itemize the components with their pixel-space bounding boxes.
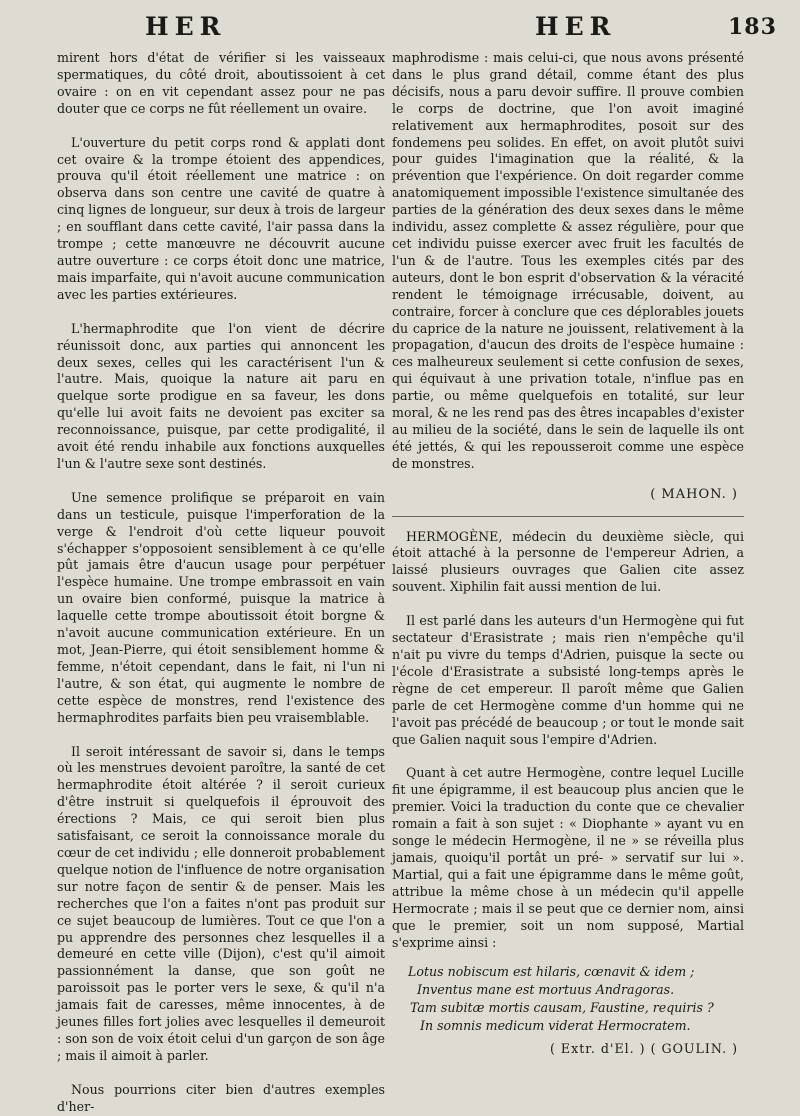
paragraph: L'hermaphrodite que l'on vient de décrire réunissoit donc, aux parties qui annoncent les deux sexes, celles qui les caractérisent l'un & l'autre. Mais, quoique la nature ait paru en quelque sorte prodigue en sa faveur, les dons qu'elle lui avoit faits ne devoient pas exciter sa reconnoissance, puisque, par cette prodigalité, il avoit été rendu inhabile aux fonctions auxquelles l'un & l'autre sexe sont destinés. — [57, 320, 385, 471]
paragraph: mirent hors d'état de vérifier si les vaisseaux spermatiques, du côté droit, aboutissoient à cet ovaire : on en vit cependant assez pour ne pas douter que ce corps ne fût réellement un ovaire. — [57, 50, 385, 116]
paragraph: Quant à cet autre Hermogène, contre lequel Lucille fit une épigramme, il est beaucoup plus ancien que le premier. Voici la traduction du conte que ce chevalier romain a fait à son sujet : « Diophante » ayant vu en songe le médecin Hermogène, il ne » se réveilla plus jamais, quoiqu'il portât un pré- » servatif sur lui ». Martial, qui a fait une épigramme dans le même goût, attribue la même chose à un médecin qu'il appelle Hermocrate ; mais il se peut que ce dernier nom, ainsi que le premier, soit un nom supposé, Martial s'exprime ainsi : — [392, 765, 744, 950]
verse-line: Lotus nobiscum est hilaris, cœnavit & idem ; — [408, 964, 695, 980]
paragraph: Il est parlé dans les auteurs d'un Hermogène qui fut sectateur d'Erasistrate ; mais rien n'empêche qu'il n'ait pu vivre du temps d'Adrien, puisque la secte ou l'école d'Erasistrate a subsisté long-temps après le règne de cet empereur. Il paroît même que Galien parle de cet Hermogène comme d'un homme qui ne l'avoit pas précédé de beaucoup ; or tout le monde sait que Galien naquit sous l'empire d'Adrien. — [392, 613, 744, 747]
paragraph: maphrodisme : mais celui-ci, que nous avons présenté dans le plus grand détail, comme étant des plus décisifs, nous a paru devoir suffire. Il prouve combien le corps de doctrine, que l'on avoit imaginé relativement aux hermaphrodites, posoit sur des fondemens peu solides. En effet, on avoit plutôt suivi pour guides l'imagination que la réalité, & la prévention que l'expérience. On doit regarder comme anatomiquement impossible l'existence simultanée des parties de la génération des deux sexes dans le même individu, assez complette & assez régulière, pour que cet individu puisse exercer avec fruit les facultés de l'un & de l'autre. Tous les exemples cités par des auteurs, dont le bon esprit d'observation & la véracité rendent le témoignage irrécusable, doivent, au contraire, forcer à conclure que ces déplorables jouets du caprice de la nature ne jouissent, relativement à la propagation, d'aucun des droits de l'espèce humaine : ces malheureux seulement si cette confusion de sexes, qui équivaut à une privation totale, n'influe pas en partie, ou même quelquefois en totalité, sur leur moral, & ne les rend pas des êtres incapables d'exister au milieu de la société, dans le sein de laquelle ils ont été jettés, & qui les repousseroit comme une espèce de monstres. — [392, 50, 744, 471]
running-header — [0, 12, 800, 42]
paragraph: Il seroit intéressant de savoir si, dans le temps où les menstrues devoient paroître, la santé de cet hermaphrodite étoit altérée ? il seroit curieux d'être instruit si quelquefois il éprouvoit des érections ? Mais, ce qui seroit bien plus satisfaisant, ce seroit la connoissance morale du cœur de cet individu ; elle donneroit probablement quelque notion de l'influence de notre organisation sur notre façon de sentir & de penser. Mais les recherches que l'on a faites n'ont pas produit sur ce sujet beaucoup de lumières. Tout ce que l'on a pu apprendre des personnes chez lesquelles il a demeuré en cette ville (Dijon), c'est qu'il aimoit passionnément la danse, que son goût ne paroissoit pas le porter vers le sexe, & qu'il n'a jamais fait de caresses, même innocentes, à de jeunes filles fort jolies avec lesquelles il demeuroit : son son de voix étoit celui d'un garçon de son âge ; mais il aimoit à parler. — [57, 743, 385, 1063]
signature-mahon: ( MAHON. ) — [650, 486, 738, 502]
signature-goulin: ( Extr. d'El. ) ( GOULIN. ) — [550, 1041, 738, 1057]
paragraph: Nous pourrions citer bien d'autres exemples d'her- — [57, 1081, 385, 1114]
header-right-word: HER — [535, 12, 617, 41]
verse-line: In somnis medicum viderat Hermocratem. — [420, 1018, 691, 1034]
entry-hermogene: HERMOGÈNE, médecin du deuxième siècle, qui étoit attaché à la personne de l'empereur Adrien, a laissé plusieurs ouvrages que Galien cite assez souvent. Xiphilin fait aussi mention de lui. — [392, 528, 744, 595]
page-number: 183 — [728, 14, 777, 40]
left-column — [57, 50, 385, 1116]
right-column — [392, 50, 744, 1058]
section-divider — [392, 516, 744, 517]
paragraph: L'ouverture du petit corps rond & applati dont cet ovaire & la trompe étoient des appendices, prouva qu'il étoit réellement une matrice : on observa dans son centre une cavité de quatre à cinq lignes de longueur, sur deux à trois de largeur ; en soufflant dans cette cavité, l'air passa dans la trompe ; cette manœuvre ne découvrit aucune autre ouverture : ce corps étoit donc une matrice, mais imparfaite, qui n'avoit aucune communication avec les parties extérieures. — [57, 134, 385, 302]
verse-line: Tam subitæ mortis causam, Faustine, requiris ? — [410, 1000, 714, 1016]
latin-epigram — [408, 963, 744, 1035]
paragraph: Une semence prolifique se préparoit en vain dans un testicule, puisque l'imperforation de la verge & l'endroit d'où cette liqueur pouvoit s'échapper s'opposoient sensiblement à ce qu'elle pût jamais être d'aucun usage pour perpétuer l'espèce humaine. Une trompe embrassoit en vain un ovaire bien conformé, puisque la matrice à laquelle cette trompe aboutissoit étoit borgne & n'avoit aucune communication extérieure. En un mot, Jean-Pierre, qui étoit sensiblement homme & femme, n'étoit cependant, dans le fait, ni l'un ni l'autre, & son état, qui augmente le nombre de cette espèce de monstres, rend l'existence des hermaphrodites parfaits bien peu vraisemblable. — [57, 489, 385, 725]
header-left-word: HER — [145, 12, 227, 41]
verse-line: Inventus mane est mortuus Andragoras. — [417, 982, 675, 998]
